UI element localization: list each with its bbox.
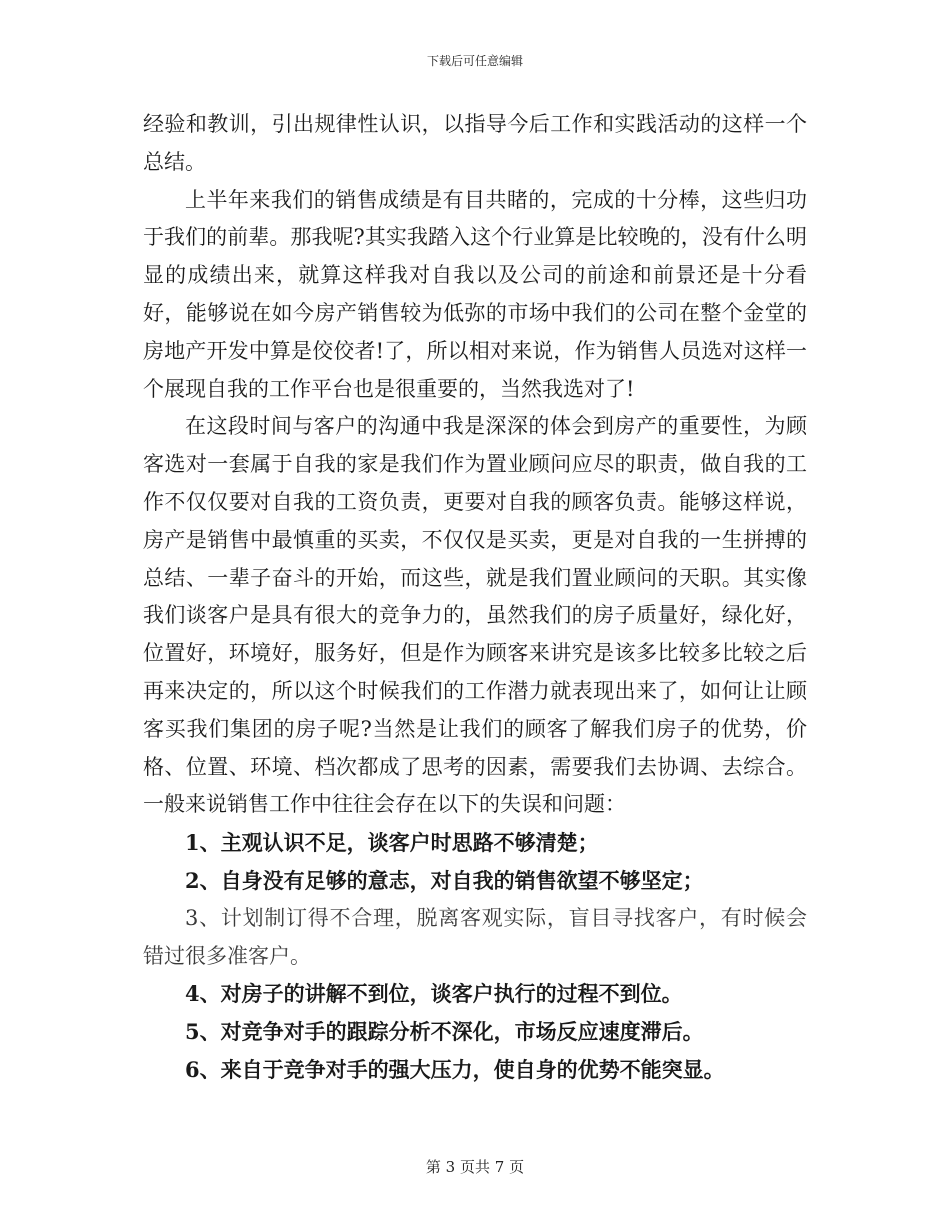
- list-item-6: 6、来自于竞争对手的强大压力，使自身的优势不能突显。: [185, 1056, 725, 1082]
- list-item-4: 4、对房子的讲解不到位，谈客户执行的过程不到位。: [185, 981, 683, 1007]
- list-item-2: 2、自身没有足够的意志，对自我的销售欲望不够坚定；: [185, 867, 704, 893]
- paragraph-continuation: 经验和教训，引出规律性认识，以指导今后工作和实践活动的这样一个总结。: [143, 112, 807, 174]
- list-item-1: 1、主观认识不足，谈客户时思路不够清楚；: [185, 830, 599, 856]
- list-item-5: 5、对竞争对手的跟踪分析不深化，市场反应速度滞后。: [185, 1019, 704, 1045]
- paragraph-sales-results: 上半年来我们的销售成绩是有目共睹的，完成的十分棒，这些归功于我们的前辈。那我呢?其实我踏入这个行业算是比较晚的，没有什么明显的成绩出来，就算这样我对自我以及公司的前途和前景还是十分看好，能够说在如今房产销售较为低弥的市场中我们的公司在整个金堂的房地产开发中算是佼佼者!了，所以相对来说，作为销售人员选对这样一个展现自我的工作平台也是很重要的，当然我选对了!: [143, 187, 807, 401]
- page-header: 下载后可任意编辑: [426, 54, 523, 68]
- paragraph-customer-communication: 在这段时间与客户的沟通中我是深深的体会到房产的重要性，为顾客选对一套属于自我的家是我们作为置业顾问应尽的职责，做自我的工作不仅仅要对自我的工资负责，更要对自我的顾客负责。能够这样说，房产是销售中最慎重的买卖，不仅仅是买卖，更是对自我的一生拼搏的总结、一辈子奋斗的开始，而这些，就是我们置业顾问的天职。其实像我们谈客户是具有很大的竞争力的，虽然我们的房子质量好，绿化好，位置好，环境好，服务好，但是作为顾客来讲究是该多比较多比较之后再来决定的，所以这个时候我们的工作潜力就表现出来了，如何让让顾客买我们集团的房子呢?当然是让我们的顾客了解我们房子的优势，价格、位置、环境、档次都成了思考的因素，需要我们去协调、去综合。一般来说销售工作中往往会存在以下的失误和问题：: [143, 414, 807, 817]
- list-item-3: 3、计划制订得不合理，脱离客观实际，盲目寻找客户，有时候会错过很多准客户。: [143, 905, 807, 968]
- page-footer: 第 3 页共 7 页: [425, 1158, 525, 1176]
- document-body: [143, 106, 807, 1089]
